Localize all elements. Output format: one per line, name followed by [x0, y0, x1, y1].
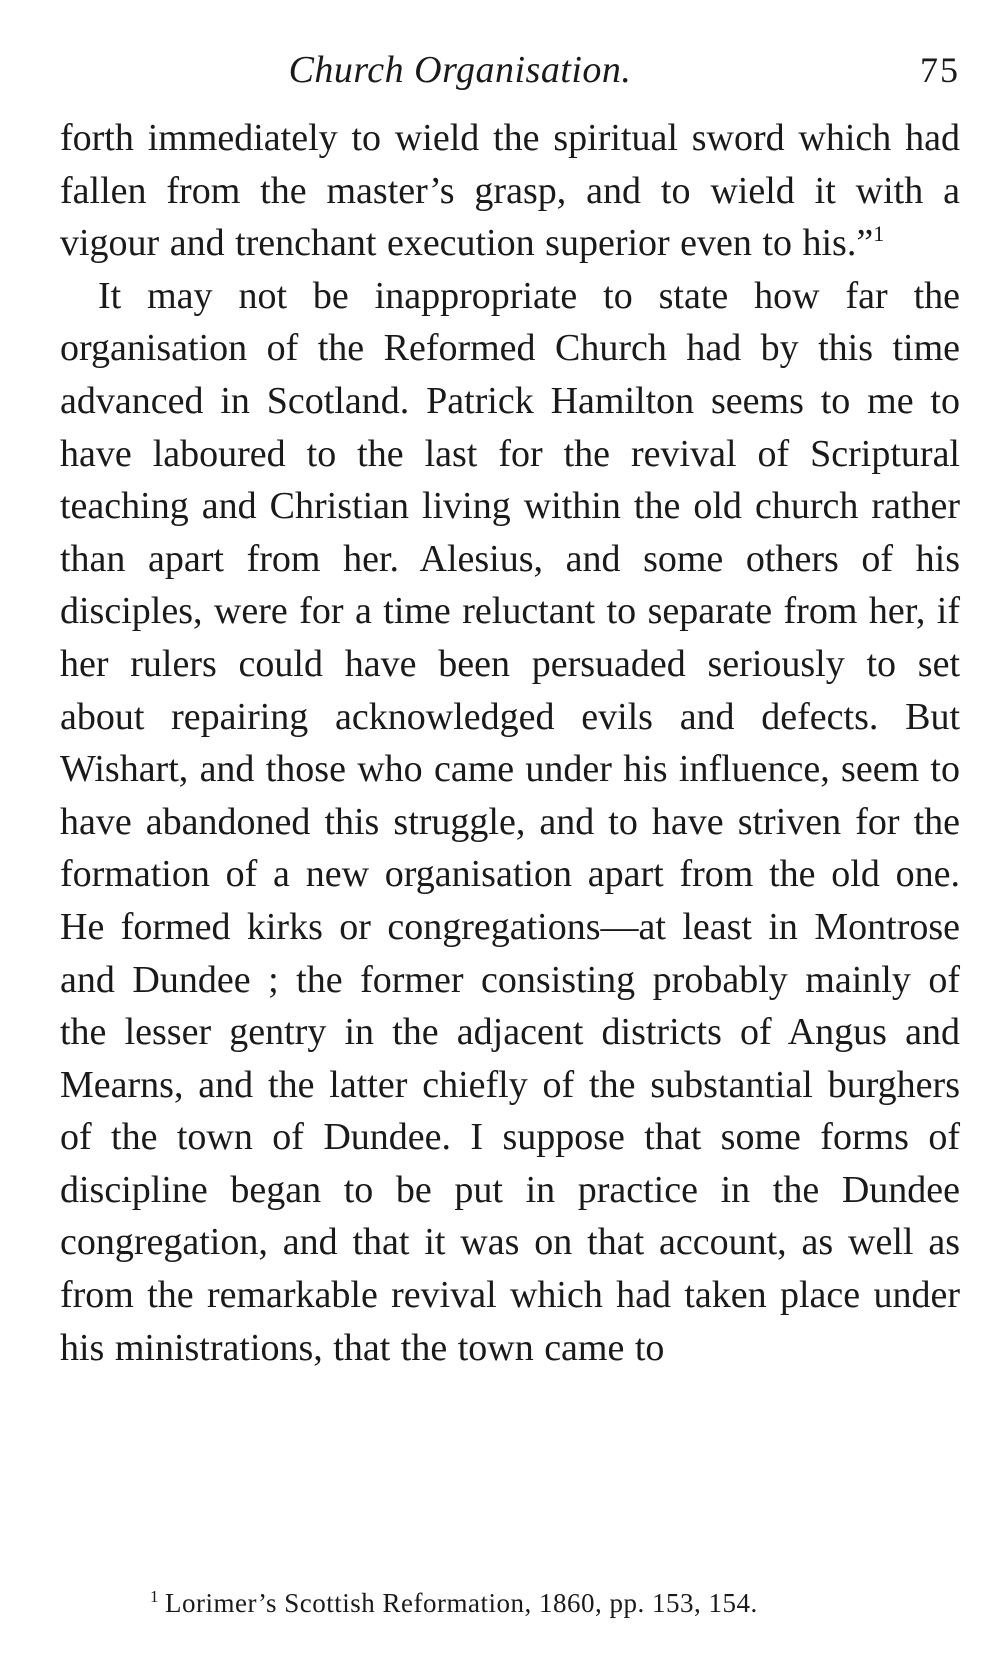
running-title: Church Organisation. — [288, 49, 632, 91]
paragraph: It may not be inappropriate to state how far the organisation of the Reformed Church had by this time advanced in Scotland. Patrick Hamilton seems to me to have laboured to the last for the revival of Scriptural teaching and Christian living within the old church rather than apart from her. Alesius, and some others of his disciples, were for a time reluctant to separate from her, if her rulers could have been persuaded seriously to set about repairing acknowledged evils and defects. But Wishart, and those who came under his influence, seem to have abandoned this struggle, and to have striven for the formation of a new organisation apart from the old one. He formed kirks or congregations—at least in Montrose and Dundee ; the former consisting probably mainly of the lesser gentry in the adjacent districts of Angus and Mearns, and the latter chiefly of the substantial burghers of the town of Dundee. I suppose that some forms of discipline began to be put in practice in the Dundee congregation, and that it was on that account, as well as from the remarkable revival which had taken place under his ministrations, that the town came to — [60, 274, 960, 1369]
paragraph-1-text: forth immediately to wield the spiritual sword which had fallen from the master’s grasp, and to wield it with a vigour and trenchant execution superior even to his.” — [60, 117, 960, 265]
footnote — [60, 1583, 960, 1623]
running-head — [60, 40, 960, 100]
footnote-marker: 1 — [150, 1587, 159, 1606]
paragraph-continued — [60, 112, 960, 270]
body-text — [60, 112, 960, 1374]
page-number: 75 — [920, 50, 960, 90]
footnote-reference: 1 — [873, 221, 885, 247]
footnote-text: Lorimer’s Scottish Reformation, 1860, pp. 153, 154. — [165, 1588, 758, 1618]
